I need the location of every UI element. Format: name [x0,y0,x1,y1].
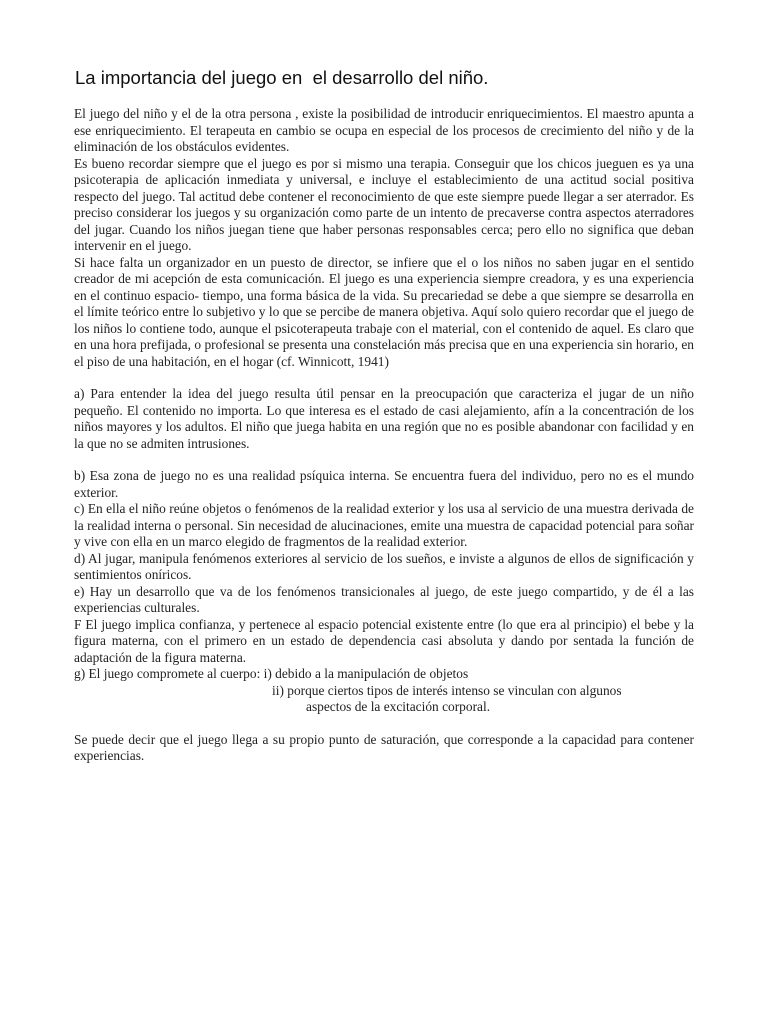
point-f: F El juego implica confianza, y pertenece al espacio potencial existente entre (lo que era al principio) el bebe y la figura materna, con el primero en un estado de dependencia casi absoluta y dando por sentada la función de adaptación de la figura materna. [74,616,694,665]
paragraph-gap [74,452,694,468]
point-g-sub-ii: ii) porque ciertos tipos de interés intenso se vinculan con algunos [272,682,622,698]
point-g-sub-ii-continuation: aspectos de la excitación corporal. [306,699,491,714]
document-title: La importancia del juego en el desarrollo del niño. [75,67,489,88]
point-c: c) En ella el niño reúne objetos o fenómenos de la realidad exterior y los usa al servicio de una muestra derivada de la realidad interna o personal. Sin necesidad de alucinaciones, emite una muestra de capacidad potencial para soñar y vive con ella en un marco elegido de fragmentos de la realidad exterior. [74,501,694,549]
point-a: a) Para entender la idea del juego resulta útil pensar en la preocupación que caracteriza el jugar de un niño pequeño. El contenido no importa. Lo que interesa es el estado de casi alejamiento, afín a la concentración de los niños mayores y los adultos. El niño que juega habita en una región que no es posible abandonar con facilidad y en la que no se admiten intrusiones. [74,386,694,451]
point-e: e) Hay un desarrollo que va de los fenómenos transicionales al juego, de este juego compartido, y de él a las experiencias culturales. [74,583,694,615]
point-b: b) Esa zona de juego no es una realidad psíquica interna. Se encuentra fuera del individuo, pero no es el mundo exterior. [74,468,694,500]
point-d: d) Al jugar, manipula fenómenos exteriores al servicio de los sueños, e inviste a algunos de ellos de significación y sentimientos oníricos. [74,550,694,582]
intro-paragraph: El juego del niño y el de la otra persona , existe la posibilidad de introducir enriquecimientos. El maestro apunta a ese enriquecimiento. El terapeuta en cambio se ocupa en especial de los procesos de crecimiento del niño y de la eliminación de los obstáculos evidentes. Es bueno recordar siempre que el juego es por si mismo una terapia. Conseguir que los chicos jueguen es ya una psicoterapia de aplicación inmediata y universal, e incluye el establecimiento de una actitud social positiva respecto del juego. Tal actitud debe contener el reconocimiento de que este siempre puede llegar a ser aterrador. Es preciso considerar los juegos y su organización como parte de un intento de precaverse contra aspectos aterradores del jugar. Cuando los niños juegan tiene que haber personas responsables cerca; pero ello no significa que deban intervenir en el juego. Si hace falta un organizador en un puesto de director, se infiere que el o los niños no saben jugar en el sentido creador de mi acepción de esta comunicación. El juego es una experiencia siempre creadora, y es una experiencia en el continuo espacio- tiempo, una forma básica de la vida. Su precariedad se debe a que siempre se desarrolla en el límite teórico entre lo subjetivo y lo que se percibe de manera objetiva. Aquí solo quiero recordar que el juego de los niños lo contiene todo, aunque el psicoterapeuta trabaje con el material, con el contenido de aquel. Es claro que en una hora prefijada, o profesional se presenta una constelación más precisa que en una experiencia sin horario, en el piso de una habitación, en el hogar (cf. Winnicott, 1941) [74,106,694,369]
paragraph-gap [74,716,694,732]
point-g: g) El juego compromete al cuerpo: i) debido a la manipulación de objetos [74,666,469,681]
conclusion-paragraph: Se puede decir que el juego llega a su propio punto de saturación, que corresponde a la capacidad para contener experiencias. [74,731,694,763]
paragraph-gap [74,370,694,386]
document-body [74,106,694,765]
